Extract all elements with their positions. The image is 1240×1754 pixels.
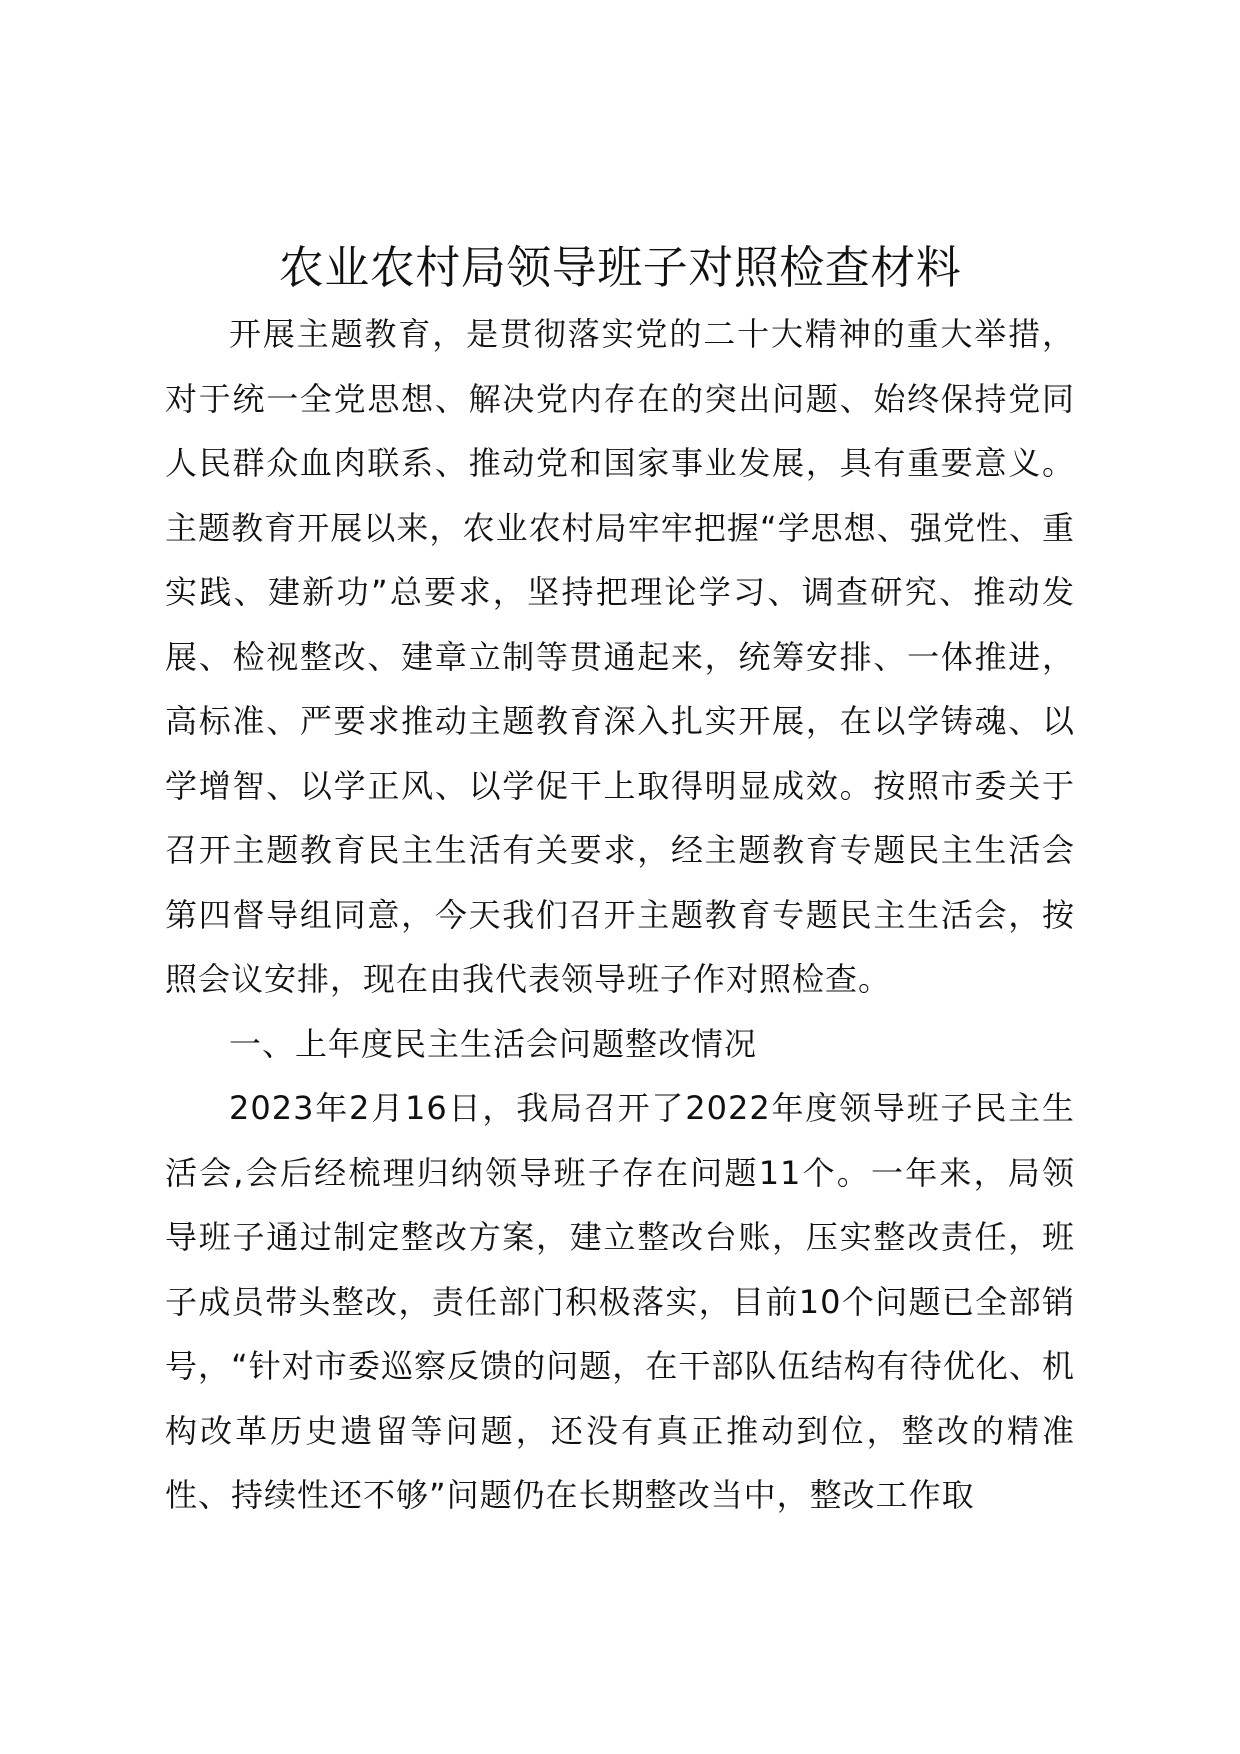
document-body [165, 302, 1075, 1528]
section-heading: 一、上年度民主生活会问题整改情况 [229, 1024, 758, 1063]
intro-paragraph: 开展主题教育，是贯彻落实党的二十大精神的重大举措，对于统一全党思想、解决党内存在的突出问题、始终保持党同人民群众血肉联系、推动党和国家事业发展，具有重要意义。主题教育开展以来，农业农村局牢牢把握“学思想、强党性、重实践、建新功”总要求，坚持把理论学习、调查研究、推动发展、检视整改、建章立制等贯通起来，统筹安排、一体推进，高标准、严要求推动主题教育深入扎实开展，在以学铸魂、以学增智、以学正风、以学促干上取得明显成效。按照市委关于召开主题教育民主生活有关要求，经主题教育专题民主生活会第四督导组同意，今天我们召开主题教育专题民主生活会，按照会议安排，现在由我代表领导班子作对照检查。 [165, 315, 1075, 998]
document-title: 农业农村局领导班子对照检查材料 [278, 241, 962, 294]
rectification-paragraph: 2023年2月16日，我局召开了2022年度领导班子民主生活会,会后经梳理归纳领导班子存在问题11个。一年来，局领导班子通过制定整改方案，建立整改台账，压实整改责任，班子成员带头整改，责任部门积极落实，目前10个问题已全部销号，“针对市委巡察反馈的问题，在干部队伍结构有待优化、机构改革历史遗留等问题，还没有真正推动到位，整改的精准性、持续性还不够”问题仍在长期整改当中，整改工作取 [165, 1089, 1075, 1514]
